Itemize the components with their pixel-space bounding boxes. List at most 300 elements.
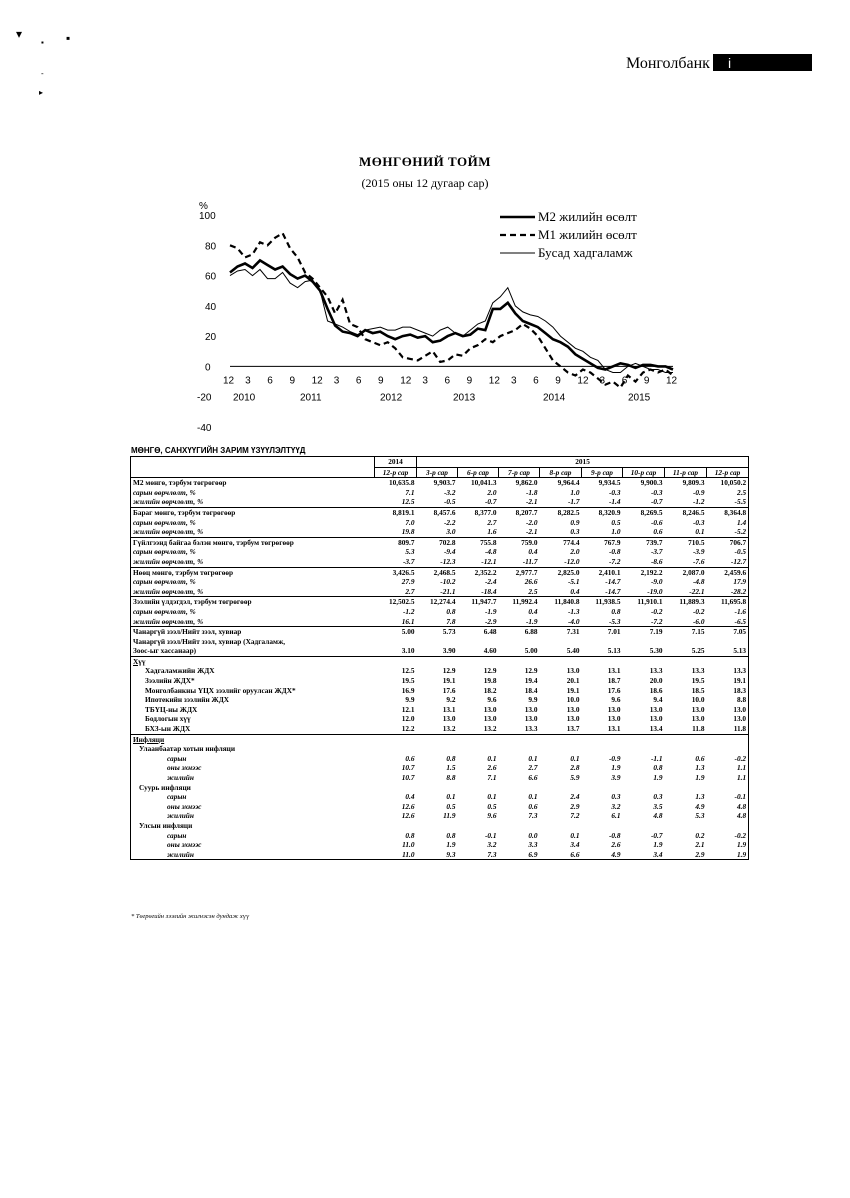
cell-value: 13.0 (691, 714, 705, 724)
cell-value: 13.1 (442, 704, 456, 714)
cell-value: 5.13 (733, 646, 747, 656)
cell-value: 16.1 (401, 616, 415, 626)
cell-value: 5.25 (691, 646, 705, 656)
cell-value: 12.0 (401, 714, 415, 724)
cell-value: 10.7 (401, 763, 415, 773)
row-label: оны эхнээс (167, 763, 202, 773)
cell-value: 19.8 (401, 527, 415, 537)
scan-speck: ▪ (66, 31, 71, 45)
table-row (131, 783, 749, 793)
cell-value: 5.3 (695, 811, 705, 821)
cell-value: 5.9 (570, 773, 580, 782)
row-label: оны эхнээс (167, 801, 202, 811)
row-label: Инфляци (131, 734, 375, 744)
x-tick-label: 9 (643, 375, 650, 387)
cell-value: 7.31 (540, 627, 582, 637)
cell-value: 1.0 (611, 527, 621, 537)
cell-value: 3.9 (611, 773, 621, 782)
cell-value (458, 734, 499, 744)
cell-value: 2.7 (405, 586, 415, 596)
row-label: сарын өөрчлөлт, % (133, 577, 196, 587)
cell-value (665, 783, 707, 793)
y-tick-label: 60 (205, 271, 217, 283)
cell-value: 702.8 (417, 537, 458, 547)
cell-value: 10.0 (566, 695, 580, 705)
cell-value: 19.8 (483, 676, 497, 686)
cell-value (417, 734, 458, 744)
cell-value: 1.9 (611, 763, 621, 773)
month-header: 11-р сар (665, 467, 707, 478)
cell-value: 9.3 (446, 849, 456, 859)
cell-value: 0.1 (487, 792, 497, 802)
scan-speck: ▸ (39, 88, 44, 97)
cell-value (582, 783, 623, 793)
cell-value: -2.1 (525, 497, 538, 507)
cell-value: -8.6 (650, 556, 663, 566)
cell-value: 11,938.5 (582, 597, 623, 607)
cell-value: 9.6 (487, 811, 497, 821)
cell-value: 5.3 (405, 547, 415, 557)
cell-value: 13.2 (483, 724, 497, 734)
cell-value: 2,087.0 (665, 567, 707, 577)
cell-value: 0.8 (446, 606, 456, 616)
cell-value: 18.6 (649, 685, 663, 695)
scan-speck: - (41, 69, 44, 78)
cell-value: -12.7 (730, 556, 747, 566)
cell-value (665, 821, 707, 831)
cell-value: 2,825.0 (540, 567, 582, 577)
cell-value: -0.7 (484, 497, 497, 507)
cell-value (540, 821, 582, 831)
cell-value: 13.2 (442, 724, 456, 734)
y-tick-label: 80 (205, 241, 217, 253)
cell-value: 1.9 (736, 849, 747, 859)
cell-value: 16.9 (401, 685, 415, 695)
row-label: сарын (167, 792, 187, 802)
month-header: 12-р сар (707, 467, 749, 478)
cell-value: 11.8 (733, 724, 747, 734)
y-tick-label: 20 (205, 332, 217, 344)
cell-value: 13.3 (524, 724, 538, 734)
cell-value (499, 783, 540, 793)
cell-value: 2.5 (736, 487, 747, 497)
cell-value: 19.5 (401, 676, 415, 686)
cell-value: 7.1 (487, 773, 497, 782)
cell-value (375, 656, 417, 666)
cell-value: 2.6 (611, 840, 621, 850)
cell-value: 7.3 (487, 849, 497, 859)
cell-value: 4.9 (611, 849, 621, 859)
table-row (131, 734, 749, 744)
cell-value: -5.1 (567, 577, 580, 587)
table-heading: МӨНГӨ, САНХҮҮГИЙН ЗАРИМ ҮЗҮҮЛЭЛТҮҮД (131, 446, 306, 455)
cell-value: 13.0 (566, 704, 580, 714)
cell-value: -0.7 (650, 497, 663, 507)
cell-value: -7.6 (692, 556, 705, 566)
row-label: Зоос-ыг хассанаар) (133, 646, 197, 656)
cell-value (665, 656, 707, 666)
table-row (131, 850, 749, 860)
cell-value: 0.1 (695, 527, 705, 537)
cell-value: 5.40 (566, 646, 580, 656)
cell-value: 7.8 (446, 616, 456, 626)
cell-value: 0.5 (487, 801, 497, 811)
x-tick-label: 3 (422, 375, 428, 387)
cell-value: 1.0 (570, 487, 580, 497)
table-row (131, 773, 749, 783)
cell-value: 3.2 (611, 801, 621, 811)
cell-value (499, 734, 540, 744)
x-tick-label: 12 (577, 375, 589, 387)
cell-value: 0.4 (570, 586, 580, 596)
cell-value: -4.8 (484, 547, 497, 557)
cell-value: 13.0 (607, 714, 621, 724)
cell-value (458, 656, 499, 666)
year-label: 2012 (380, 392, 403, 404)
cell-value: 8,269.5 (623, 507, 665, 517)
x-tick-label: 3 (599, 375, 606, 387)
cell-value: 0.6 (405, 753, 415, 763)
row-label: Хадгаламжийн ЖДХ (145, 666, 215, 676)
cell-value (707, 637, 749, 647)
cell-value: 4.8 (653, 811, 663, 821)
row-label: Бодлогын хүү (145, 714, 191, 724)
cell-value: -0.2 (650, 606, 663, 616)
cell-value: -2.2 (443, 517, 456, 527)
cell-value: 8.8 (446, 773, 456, 782)
cell-value (623, 656, 665, 666)
cell-value: -0.5 (443, 497, 456, 507)
cell-value: 8.8 (736, 695, 747, 705)
cell-value: 13.0 (566, 714, 580, 724)
cell-value: 13.0 (733, 714, 747, 724)
row-label: оны эхнээс (167, 840, 202, 850)
row-label: сарын өөрчлөлт, % (133, 606, 196, 616)
table-row (131, 840, 749, 850)
cell-value: -5.3 (608, 616, 621, 626)
month-header: 12-р сар (375, 467, 417, 478)
table-row (131, 577, 749, 587)
row-label: сарын өөрчлөлт, % (133, 517, 196, 527)
cell-value: 12.5 (401, 497, 415, 507)
header-bar-marker: i (728, 55, 732, 71)
cell-value: 7.05 (707, 627, 749, 637)
cell-value: -7.2 (650, 616, 663, 626)
cell-value: 0.1 (528, 753, 538, 763)
page-subtitle: (2015 оны 12 дугаар сар) (361, 176, 489, 190)
row-label: жилийн (167, 773, 194, 782)
cell-value: 6.9 (528, 849, 538, 859)
cell-value: -5.5 (734, 497, 747, 507)
table-row (131, 497, 749, 507)
table-row (131, 646, 749, 656)
cell-value: -1.1 (650, 753, 663, 763)
cell-value: 0.4 (528, 547, 538, 557)
cell-value: 7.2 (570, 811, 580, 821)
cell-value: 13.0 (733, 704, 747, 714)
cell-value: 11,695.8 (707, 597, 749, 607)
cell-value: -2.9 (484, 616, 497, 626)
month-header: 10-р сар (623, 467, 665, 478)
cell-value: 11,889.3 (665, 597, 707, 607)
cell-value: 1.9 (653, 773, 663, 782)
cell-value: 13.3 (649, 666, 663, 676)
cell-value: 8,364.8 (707, 507, 749, 517)
cell-value: -1.6 (734, 606, 747, 616)
cell-value: 1.9 (446, 840, 456, 850)
row-label: сарын (167, 830, 187, 840)
row-label: Гүйлгээнд байгаа бэлэн мөнгө, тэрбум төгрөгөөр (131, 537, 375, 547)
cell-value: 4.8 (736, 811, 747, 821)
cell-value: 10.0 (691, 695, 705, 705)
year-label: 2013 (453, 392, 476, 404)
cell-value (540, 656, 582, 666)
cell-value: -0.9 (692, 487, 705, 497)
table-row (131, 656, 749, 666)
table-row (131, 676, 749, 686)
table-row (131, 547, 749, 557)
cell-value: 3.4 (653, 849, 663, 859)
month-header: 7-р сар (499, 467, 540, 478)
cell-value: 8,282.5 (540, 507, 582, 517)
cell-value: 0.1 (446, 792, 456, 802)
cell-value: 11.8 (692, 724, 705, 734)
table-row (131, 527, 749, 537)
cell-value: 9.6 (611, 695, 621, 705)
cell-value: -1.3 (567, 606, 580, 616)
cell-value: 2,977.7 (499, 567, 540, 577)
table-row (131, 821, 749, 831)
row-label: ТБҮЦ-ны ЖДХ (145, 704, 198, 714)
table-row (131, 478, 749, 488)
cell-value: 0.6 (528, 801, 538, 811)
cell-value (375, 744, 417, 754)
cell-value: -6.5 (734, 616, 747, 626)
cell-value: 3.3 (528, 840, 538, 850)
cell-value: 0.9 (570, 517, 580, 527)
cell-value: -0.8 (608, 547, 621, 557)
table-row (131, 607, 749, 617)
cell-value: 0.6 (695, 753, 705, 763)
cell-value: 1.1 (736, 763, 747, 773)
y-axis-label: % (199, 201, 208, 212)
cell-value: -14.7 (605, 577, 621, 587)
table-row (131, 488, 749, 498)
cell-value: 6.48 (458, 627, 499, 637)
cell-value: 7.1 (405, 487, 415, 497)
cell-value: 13.0 (691, 704, 705, 714)
cell-value: -3.7 (402, 556, 415, 566)
table-row (131, 792, 749, 802)
cell-value: -1.9 (484, 606, 497, 616)
cell-value: 12.9 (524, 666, 538, 676)
table-row (131, 831, 749, 841)
table-row (131, 686, 749, 696)
cell-value: 5.00 (375, 627, 417, 637)
x-tick-label: 12 (311, 375, 323, 387)
cell-value (458, 783, 499, 793)
cell-value: 6.88 (499, 627, 540, 637)
cell-value: 0.5 (446, 801, 456, 811)
cell-value: 2.0 (487, 487, 497, 497)
cell-value: 7.01 (582, 627, 623, 637)
cell-value: -0.2 (734, 830, 747, 840)
header-brand: Монголбанк (626, 55, 710, 72)
row-label: БХЗ-ын ЖДХ (145, 724, 191, 734)
cell-value: -2.4 (484, 577, 497, 587)
y-tick-label: 0 (205, 362, 211, 374)
cell-value: -12.1 (481, 556, 497, 566)
cell-value: 10,050.2 (720, 478, 747, 488)
cell-value (707, 783, 749, 793)
cell-value: 12.2 (401, 724, 415, 734)
row-label: Чанаргүй зээл/Нийт зээл, хувиар (Хадгаламж, (133, 636, 286, 646)
cell-value (499, 821, 540, 831)
x-tick-label: 9 (378, 375, 384, 387)
cell-value: 9,934.5 (598, 478, 621, 488)
year-header-row (131, 457, 749, 468)
cell-value: 13.0 (442, 714, 456, 724)
x-tick-label: 3 (245, 375, 251, 387)
table-row (131, 637, 749, 647)
cell-value: 0.8 (611, 606, 621, 616)
cell-value: 7.3 (528, 811, 538, 821)
footnote: * Төгрөгийн зээлийн жигнэсэн дундаж хүү (131, 913, 250, 920)
cell-value: 3.10 (401, 646, 415, 656)
cell-value (582, 637, 623, 647)
cell-value: -0.6 (650, 517, 663, 527)
cell-value: -1.8 (525, 487, 538, 497)
cell-value: 2.9 (695, 849, 705, 859)
cell-value: -0.3 (608, 487, 621, 497)
cell-value (540, 637, 582, 647)
scan-speck: ▪ (41, 38, 44, 47)
cell-value: 11,910.1 (623, 597, 665, 607)
row-label: жилийн (167, 849, 194, 859)
cell-value: 9,862.0 (515, 478, 538, 488)
cell-value (375, 637, 417, 647)
cell-value: 3.0 (446, 527, 456, 537)
table-row (131, 754, 749, 764)
month-header: 9-р сар (582, 467, 623, 478)
cell-value: 0.8 (653, 763, 663, 773)
cell-value: 0.3 (653, 792, 663, 802)
cell-value (707, 656, 749, 666)
cell-value (540, 734, 582, 744)
cell-value (375, 734, 417, 744)
cell-value: 13.3 (691, 666, 705, 676)
cell-value: 9,900.3 (640, 478, 663, 488)
x-tick-label: 12 (666, 375, 678, 387)
cell-value: 9.9 (528, 695, 538, 705)
cell-value: -0.2 (734, 753, 747, 763)
cell-value (623, 783, 665, 793)
cell-value: 3.5 (653, 801, 663, 811)
cell-value: -0.1 (484, 830, 497, 840)
cell-value (707, 734, 749, 744)
year-label: 2014 (543, 392, 566, 404)
table-row (131, 802, 749, 812)
cell-value: 2,352.2 (458, 567, 499, 577)
cell-value: -0.2 (692, 606, 705, 616)
cell-value: 11,840.8 (540, 597, 582, 607)
cell-value (540, 783, 582, 793)
cell-value: 2.5 (528, 586, 538, 596)
cell-value: 0.4 (528, 606, 538, 616)
cell-value: -28.2 (730, 586, 747, 596)
cell-value: 0.0 (528, 830, 538, 840)
cell-value (499, 637, 540, 647)
cell-value: 706.7 (707, 537, 749, 547)
cell-value (458, 637, 499, 647)
x-tick-label: 12 (223, 375, 235, 387)
cell-value: -0.7 (650, 830, 663, 840)
row-label: Чанаргүй зээл/Нийт зээл, хувиар (131, 627, 375, 637)
cell-value: 13.0 (649, 714, 663, 724)
cell-value: 10,635.8 (388, 478, 415, 488)
table-row (131, 537, 749, 547)
table-row (131, 763, 749, 773)
row-label: М2 мөнгө, тэрбум төгрөгөөр (133, 478, 227, 488)
cell-value: 774.4 (540, 537, 582, 547)
cell-value: -0.3 (650, 487, 663, 497)
cell-value: 13.1 (607, 666, 621, 676)
cell-value: 13.0 (649, 704, 663, 714)
cell-value: -4.8 (692, 577, 705, 587)
row-label: жилийн өөрчлөлт, % (133, 616, 204, 626)
cell-value: 2.7 (487, 517, 497, 527)
cell-value: -0.9 (608, 753, 621, 763)
cell-value: 2.1 (695, 840, 705, 850)
cell-value: 17.6 (442, 685, 456, 695)
cell-value (623, 637, 665, 647)
cell-value: 1.1 (736, 773, 747, 782)
year-label: 2011 (300, 392, 322, 404)
series-line-1 (230, 260, 673, 369)
cell-value: 755.8 (458, 537, 499, 547)
cell-value: -1.9 (525, 616, 538, 626)
cell-value: -12.3 (440, 556, 456, 566)
cell-value: 3.4 (570, 840, 580, 850)
cell-value: 5.13 (607, 646, 621, 656)
table-row (131, 714, 749, 724)
cell-value: 1.4 (736, 517, 747, 527)
cell-value: 6.6 (570, 849, 580, 859)
cell-value: 0.1 (528, 792, 538, 802)
cell-value: 10.7 (401, 773, 415, 782)
cell-value: -21.1 (440, 586, 456, 596)
cell-value: 18.2 (483, 685, 497, 695)
cell-value: -9.0 (650, 577, 663, 587)
cell-value: 12,274.4 (417, 597, 458, 607)
corner-cell (131, 467, 375, 478)
row-label: Суурь инфляци (139, 782, 191, 792)
cell-value (623, 821, 665, 831)
table-row (131, 518, 749, 528)
cell-value: 17.6 (607, 685, 621, 695)
cell-value: 6.1 (611, 811, 621, 821)
cell-value (582, 734, 623, 744)
month-header-row (131, 467, 749, 478)
cell-value: 1.9 (736, 840, 747, 850)
cell-value: 8,207.7 (499, 507, 540, 517)
row-label: сарын өөрчлөлт, % (133, 547, 196, 557)
cell-value (458, 821, 499, 831)
cell-value (623, 744, 665, 754)
cell-value: -19.0 (647, 586, 663, 596)
cell-value: 1.6 (487, 527, 497, 537)
cell-value: 0.8 (405, 830, 415, 840)
